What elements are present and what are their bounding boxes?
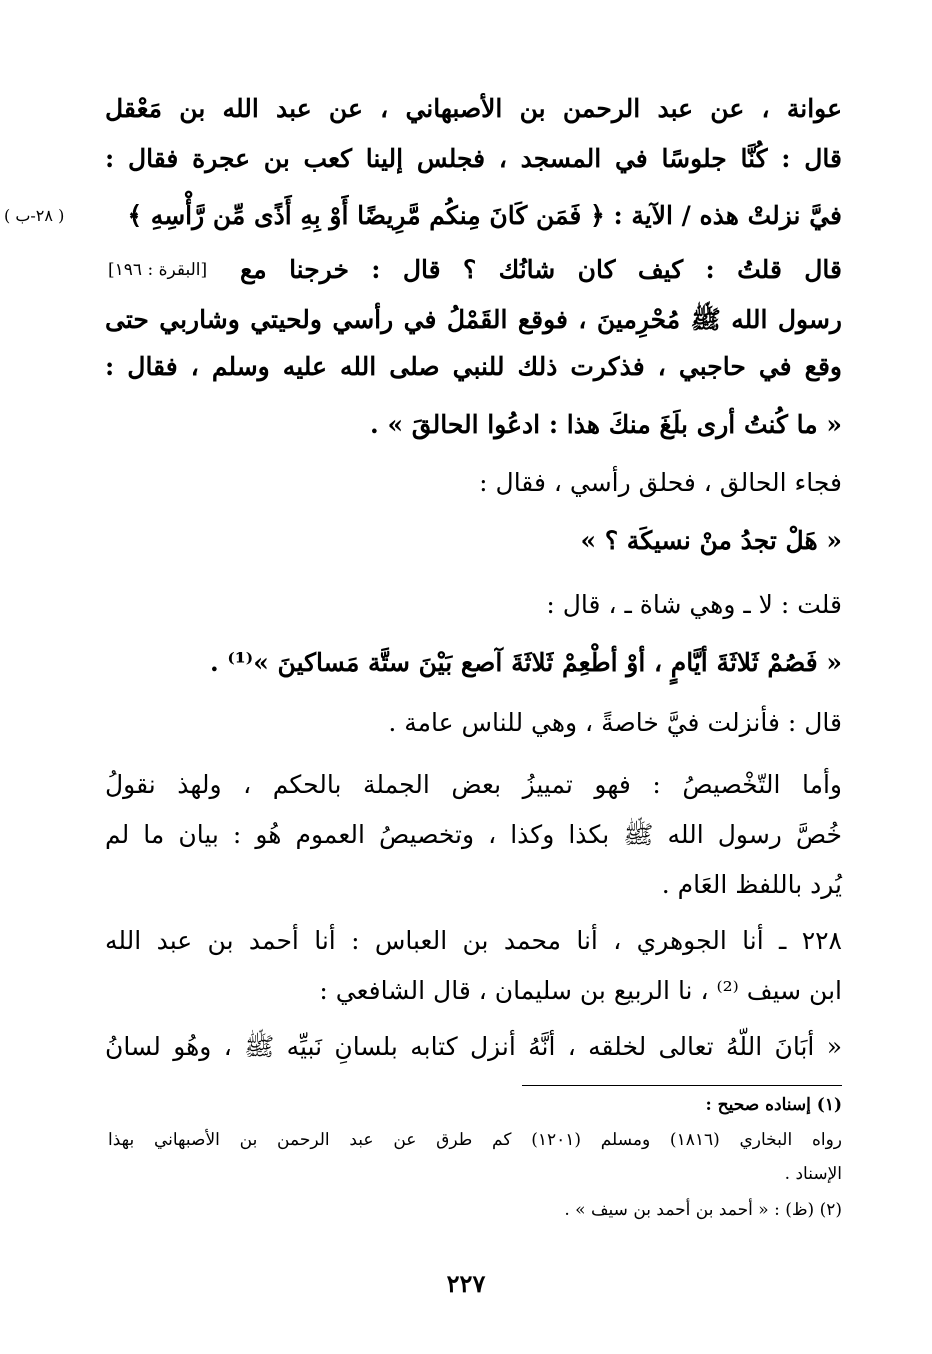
footnote-2: (٢) (ظ) : « أحمد بن أحمد بن سيف » .	[564, 1200, 842, 1220]
text-line-6: وقع في حاجبي ، فذكرت ذلك للنبي صلى الله عليه وسلم ، فقال :	[105, 352, 842, 381]
hadith-quote-3: « فَصُمْ ثَلاثَةَ أيَّامٍ ، أوْ أطْعِمْ ثَلاثَةَ آصع بَيْنَ ستَّة مَساكينَ »⁽¹⁾ .	[209, 648, 842, 677]
text-line-12: قال : فأنزلت فيَّ خاصةً ، وهي للناس عامة .	[388, 708, 842, 737]
text-line-17: ابن سيف ⁽²⁾ ، نا الربيع بن سليمان ، قال الشافعي :	[319, 976, 842, 1005]
manuscript-folio-note: ( ٢٨-ب )	[4, 206, 65, 225]
page-number: ٢٢٧	[446, 1269, 486, 1298]
text-line-1: عوانة ، عن عبد الرحمن بن الأصبهاني ، عن عبد الله بن مَعْقل	[105, 94, 842, 123]
footnote-separator	[522, 1085, 842, 1086]
footnote-1-title: (١) إسناده صحيح :	[705, 1095, 842, 1115]
hadith-quote-1: « ما كُنتُ أرى بلَغَ منكَ هذا : ادعُوا الحالقَ » .	[370, 410, 842, 439]
text-line-15: يُرد باللفظ العَام .	[661, 870, 842, 899]
text-line-3: فيَّ نزلتْ هذه / الآية : ﴿ فَمَن كَانَ مِنكُم مَّرِيضًا أَوْ بِهِ أَذًى مِّن رَّأْسِهِ ﴾	[127, 201, 842, 230]
text-line-8: فجاء الحالق ، فحلق رأسي ، فقال :	[479, 468, 842, 497]
text-line-10: قلت : لا ـ وهي شاة ـ ، قال :	[546, 590, 842, 619]
footnote-1-text: رواه البخاري (١٨١٦) ومسلم (١٢٠١) كم طرق عن عبد الرحمن بن الأصبهاني بهذا	[108, 1130, 842, 1150]
text-line-5: رسول الله ﷺ مُحْرِمينَ ، فوقع القَمْلُ في رأسي ولحيتي وشاربي حتى	[105, 305, 842, 334]
text-line-14: خُصَّ رسول الله ﷺ بكذا وكذا ، وتخصيصُ العموم هُو : بيان ما لم	[105, 820, 842, 849]
text-line-18: « أبَانَ اللّهُ تعالى لخلقه ، أنَّهُ أنزل كتابه بلسانِ نَبيِّه ﷺ ، وهُو لسانُ	[105, 1032, 842, 1061]
footnote-1-continuation: الإسناد .	[784, 1164, 842, 1184]
text-line-2: قال : كُنَّا جلوسًا في المسجد ، فجلس إلينا كعب بن عجرة فقال :	[105, 144, 842, 173]
verse-reference: [البقرة : ١٩٦]	[108, 260, 208, 280]
hadith-quote-2: « هَلْ تجدُ منْ نسيكَة ؟ »	[580, 526, 842, 555]
text-line-4: قال قلتُ : كيف كان شانُك ؟ قال : خرجنا مع	[240, 255, 842, 284]
text-line-16: ٢٢٨ ـ أنا الجوهري ، أنا محمد بن العباس : أنا أحمد بن عبد الله	[105, 926, 842, 955]
text-line-13: وأما التّخْصيصُ : فهو تمييزُ بعض الجملة بالحكم ، ولهذ نقولُ	[105, 770, 842, 799]
